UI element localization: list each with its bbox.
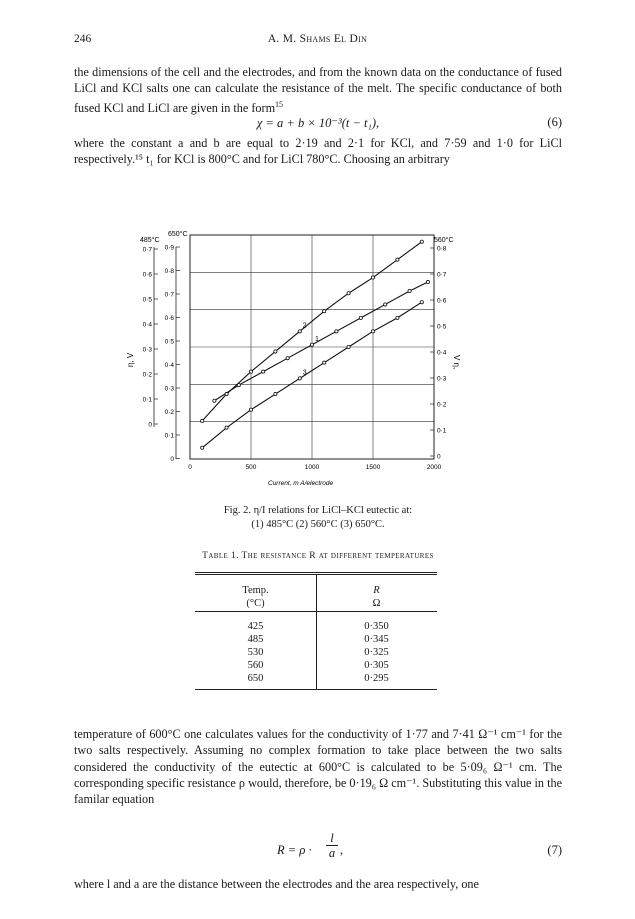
left-inner-tick-label: 0·5	[164, 338, 174, 346]
x-tick-label: 1500	[365, 464, 381, 471]
data-point	[225, 392, 228, 395]
series-label-2: 2	[302, 322, 307, 330]
table-cell: 425	[247, 621, 264, 632]
x-tick-label: 0	[188, 464, 192, 471]
page-header	[0, 33, 635, 49]
equation-7-lhs: R = ρ ·	[277, 843, 312, 857]
left-outer-tick-label: 0·1	[142, 396, 152, 404]
running-title: A. M. Shams El Din	[267, 33, 368, 45]
data-point	[420, 301, 423, 304]
series-label-1: 1	[315, 335, 319, 343]
data-point	[298, 377, 301, 380]
data-point	[249, 370, 252, 373]
table-header-r	[316, 578, 437, 610]
left-outer-tick-label: 0·6	[142, 271, 152, 279]
data-point	[274, 392, 277, 395]
table-cell: 0·305	[364, 660, 389, 671]
left-outer-tick-label: 0·3	[142, 346, 152, 354]
paragraph-2-text: where the constant a and b are equal to 2·19 and 2·1 for KCl, and 7·59 and 1·0 for LiCl respectively.¹⁵ t₁ for KCl is 800°C and for LiCl 780°C. Choosing an arbitrary	[74, 136, 562, 167]
data-point	[323, 361, 326, 364]
chart-ticks	[143, 245, 447, 472]
x-tick-label: 500	[245, 464, 257, 471]
left-inner-tick-label: 0·3	[164, 385, 174, 393]
equation-7-denominator: a	[328, 846, 336, 860]
equation-7-number: (7)	[547, 843, 562, 857]
table-header-temp-unit: (°C)	[246, 598, 265, 609]
left-outer-tick-label: 0·4	[142, 321, 152, 329]
data-point	[396, 258, 399, 261]
table-cell: 560	[247, 660, 264, 671]
right-tick-label: 0·8	[437, 245, 447, 253]
paragraph-4	[74, 876, 562, 892]
paragraph-1-text: the dimensions of the cell and the electrodes, and from the known data on the conductance of fused LiCl and KCl salts one can calculate the resistance of the melt. The specific conductance of both fused KCl and LiCl are given in the form	[74, 65, 562, 115]
table-rule-bottom	[195, 689, 437, 690]
data-point	[310, 343, 313, 346]
data-point	[347, 292, 350, 295]
right-tick-label: 0·3	[437, 375, 447, 383]
paragraph-1	[74, 64, 562, 116]
right-axis-label: V η,	[452, 355, 461, 370]
table-title: Table 1. The resistance R at different temperatures	[202, 551, 434, 561]
left-inner-tick-label: 0	[170, 456, 174, 463]
table-cell: 0·295	[364, 673, 389, 684]
table-cell: 0·345	[364, 634, 389, 645]
table-header-r-unit: Ω	[372, 598, 381, 609]
right-tick-label: 0·1	[437, 427, 447, 435]
data-point	[201, 419, 204, 422]
right-tick-label: 0·6	[437, 297, 447, 305]
equation-7-comma: ,	[340, 843, 344, 857]
paragraph-3-text: temperature of 600°C one calculates values for the conductivity of 1·77 and 7·41 Ω⁻¹ cm⁻¹ for the two salts respectively. Assuming no complex formation to take place between the two salts considered the conductivity of the eutectic at 600°C is calculated to be 5·09₆ Ω⁻¹ cm. The corresponding specific resistance ρ would, therefore, be 0·19₆ Ω cm⁻¹. Substituting this value in the familar equation	[74, 727, 562, 807]
left-outer-tick-label: 0·2	[142, 371, 152, 379]
x-tick-label: 2000	[426, 464, 442, 471]
data-point	[396, 316, 399, 319]
equation-6	[74, 115, 562, 133]
left-outer-header: 485°C	[140, 237, 160, 244]
table-cell: 650	[247, 673, 264, 684]
equation-6-number: (6)	[547, 115, 562, 129]
data-point	[286, 357, 289, 360]
data-point	[213, 399, 216, 402]
series-line-1	[214, 282, 428, 401]
equation-7	[74, 830, 562, 864]
data-point	[323, 310, 326, 313]
table-cell: 0·350	[364, 621, 389, 632]
table-header-temp-label: Temp.	[242, 585, 269, 596]
data-point	[420, 240, 423, 243]
right-tick-label: 0·7	[437, 271, 447, 279]
figure-caption-line-2: (1) 485°C (2) 560°C (3) 650°C.	[251, 518, 385, 530]
data-point	[371, 276, 374, 279]
data-point	[371, 330, 374, 333]
left-inner-tick-label: 0·7	[164, 291, 174, 299]
figure-caption-line-1: Fig. 2. η/I relations for LiCl–KCl eutectic at:	[223, 505, 413, 516]
left-inner-tick-label: 0·2	[164, 409, 174, 416]
data-point	[347, 345, 350, 348]
data-point	[225, 426, 228, 429]
left-outer-tick-label: 0·7	[142, 246, 152, 254]
right-tick-label: 0·5	[437, 323, 447, 331]
right-tick-label: 0·4	[437, 349, 447, 357]
page-number: 246	[74, 33, 92, 45]
left-outer-tick-label: 0	[148, 421, 152, 429]
x-axis-label: Current, m A/electrode	[268, 480, 334, 487]
x-tick-label: 1000	[304, 464, 320, 471]
equation-7-numerator: l	[326, 832, 338, 846]
left-axis-label: η, V	[126, 352, 135, 367]
data-point	[298, 330, 301, 333]
data-point	[408, 289, 411, 292]
paragraph-4-text: where l and a are the distance between the electrodes and the area respectively, one	[74, 877, 479, 891]
table-cell: 485	[247, 634, 264, 645]
table-header-r-label: R	[373, 585, 380, 596]
left-inner-tick-label: 0·8	[164, 268, 174, 275]
paragraph-3	[74, 726, 562, 807]
left-inner-header: 650°C	[168, 231, 188, 238]
left-inner-tick-label: 0·9	[164, 244, 174, 252]
resistance-table	[195, 578, 437, 685]
paragraph-2	[74, 135, 562, 168]
right-header: 560°C	[434, 237, 454, 244]
figure-caption	[74, 504, 562, 531]
left-outer-tick-label: 0·5	[142, 296, 152, 304]
left-inner-tick-label: 0·4	[164, 362, 174, 369]
data-point	[335, 330, 338, 333]
series-label-3: 3	[302, 369, 307, 377]
data-point	[384, 303, 387, 306]
data-point	[262, 370, 265, 373]
figure-2-chart	[128, 227, 508, 489]
data-point	[426, 280, 429, 283]
reference-superscript: 15	[275, 99, 284, 109]
left-inner-tick-label: 0·1	[164, 432, 174, 440]
data-point	[201, 446, 204, 449]
right-tick-label: 0	[437, 453, 441, 461]
data-point	[274, 350, 277, 353]
left-inner-tick-label: 0·6	[164, 315, 174, 322]
data-point	[359, 316, 362, 319]
equation-6-expression: χ = a + b × 10⁻³(t − t₁),	[256, 116, 380, 130]
chart-series	[201, 240, 430, 449]
table-header-temp	[195, 578, 316, 610]
table-rule-top	[195, 572, 437, 573]
data-point	[249, 408, 252, 411]
right-tick-label: 0·2	[437, 401, 447, 409]
table-cell: 530	[247, 647, 264, 658]
chart-grid	[190, 235, 434, 459]
table-cell: 0·325	[364, 647, 389, 658]
